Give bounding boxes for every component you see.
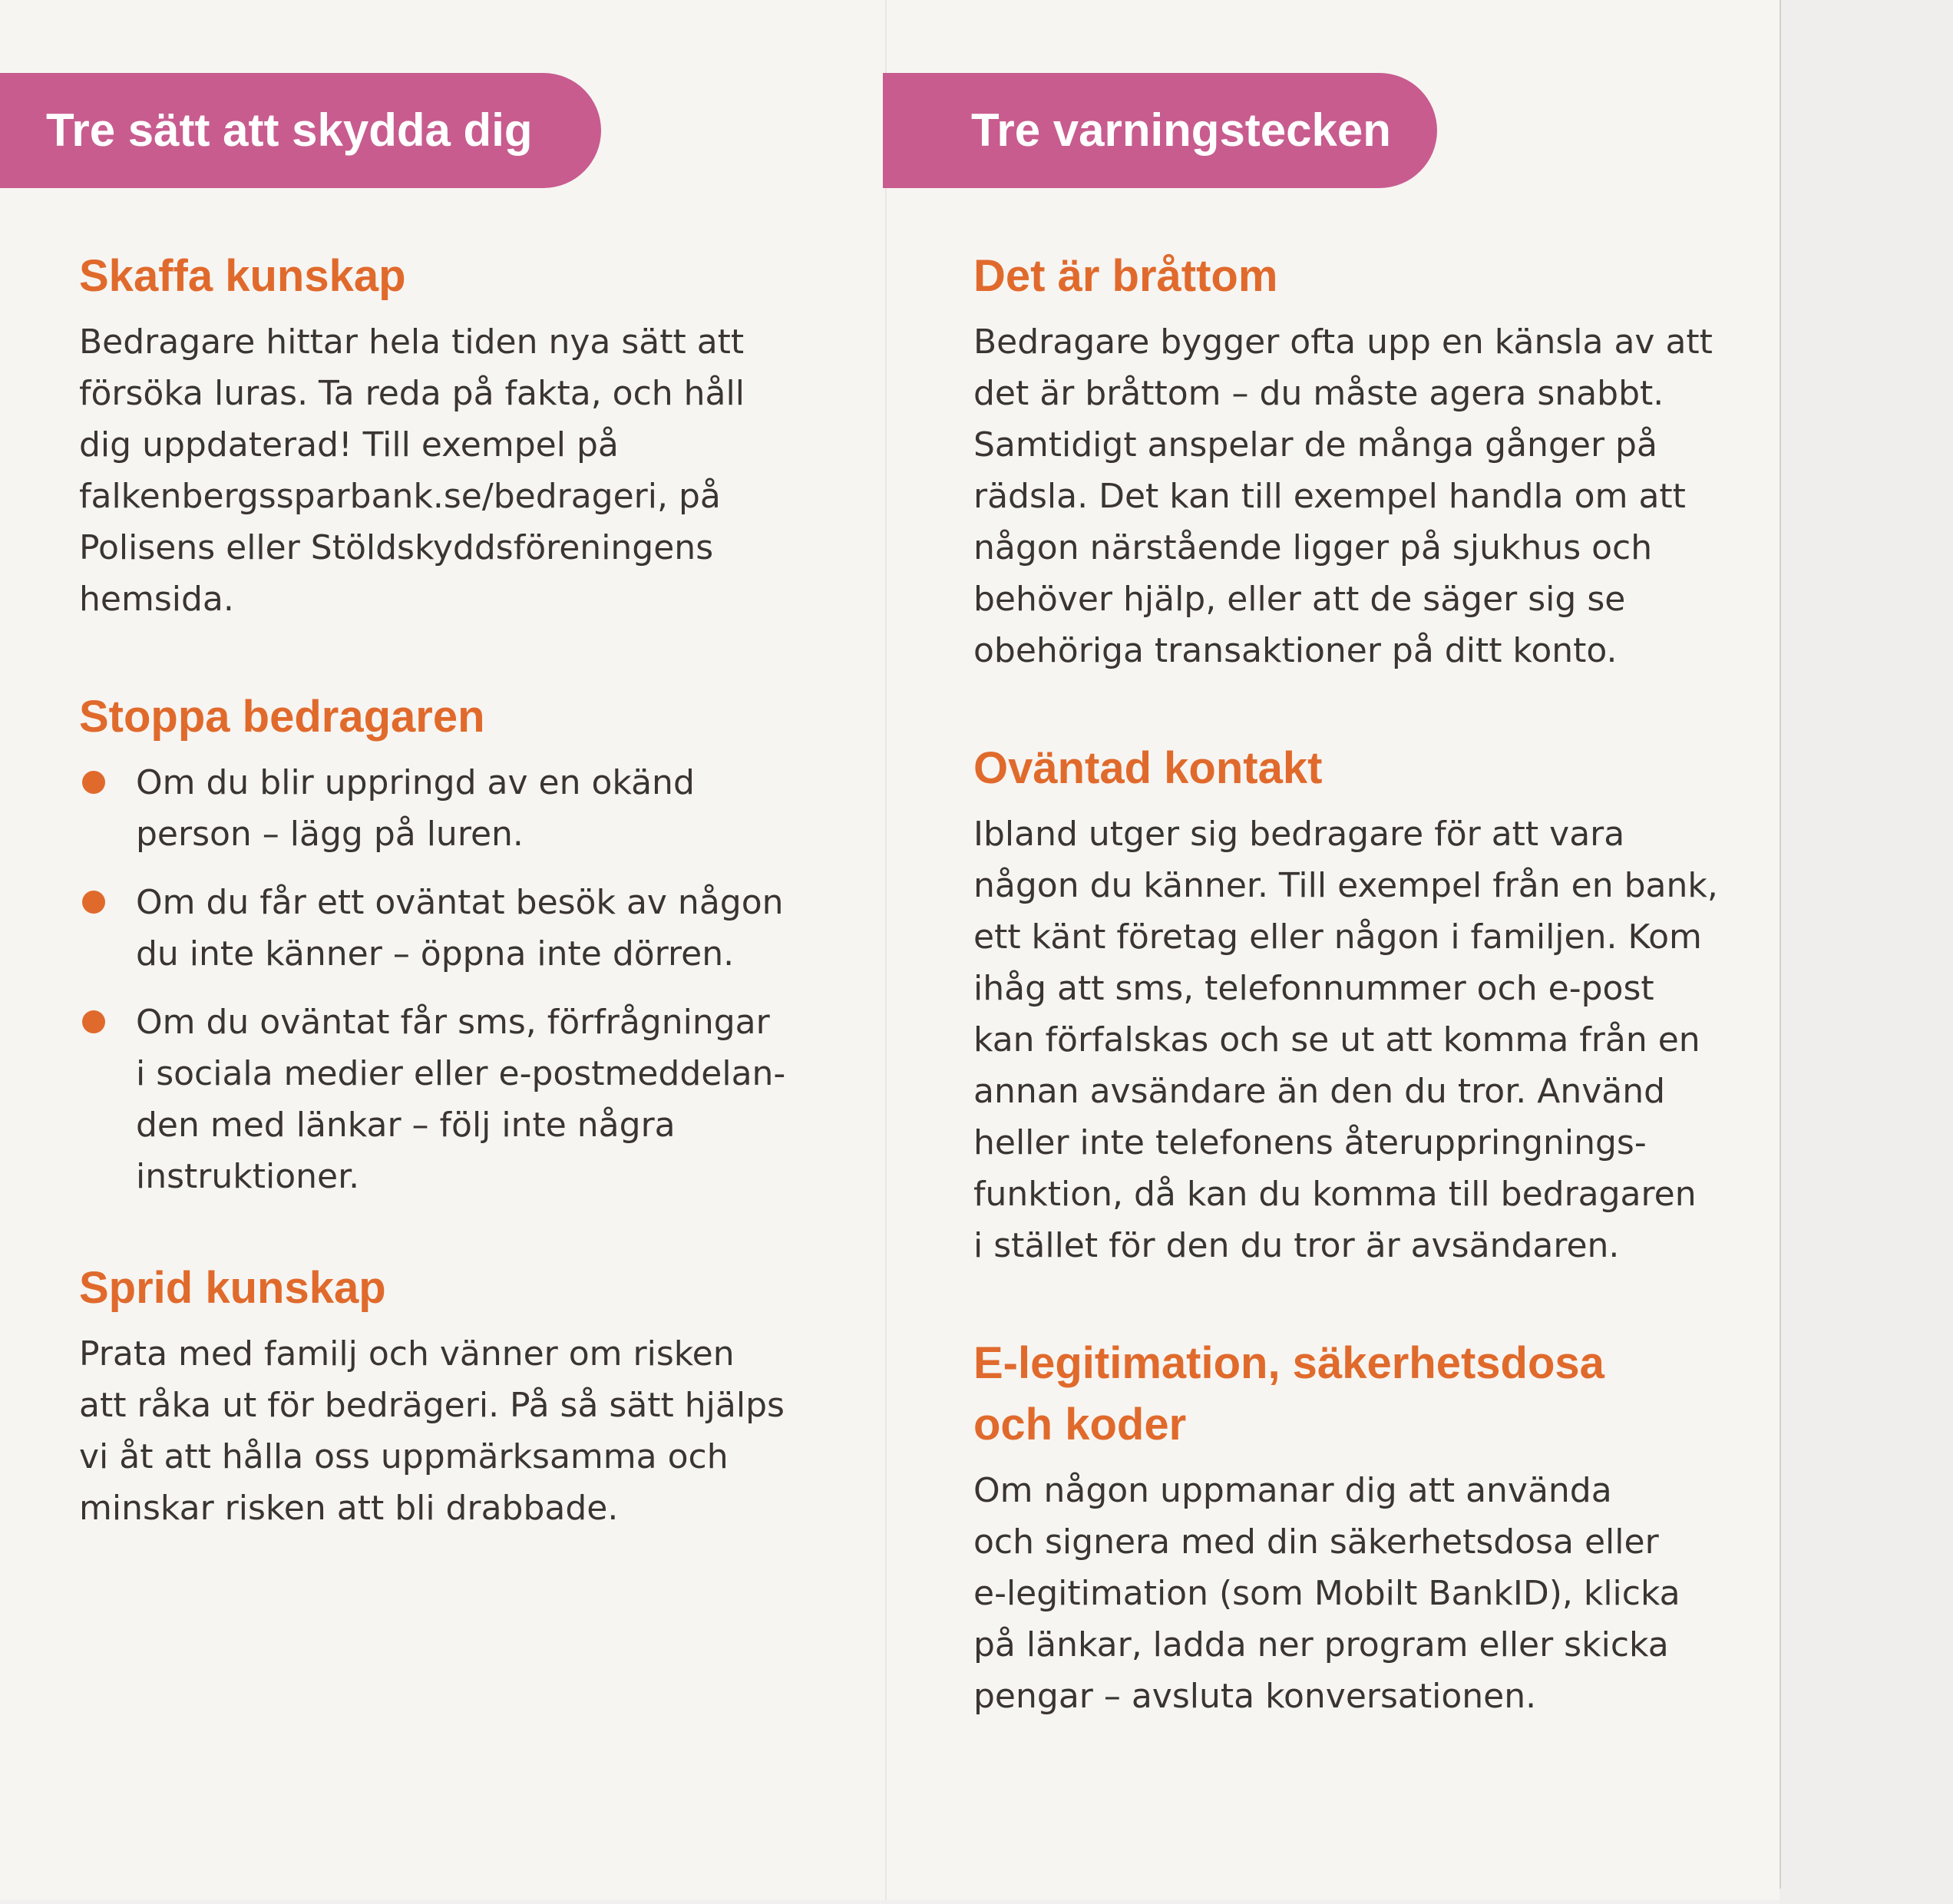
text-line: i stället för den du tror är avsändaren. bbox=[973, 1226, 1620, 1265]
text-line: försöka luras. Ta reda på fakta, och håll bbox=[79, 374, 745, 413]
text-line: ett känt företag eller någon i familjen. Kom bbox=[973, 917, 1702, 957]
text-line: Bedragare bygger ofta upp en känsla av att bbox=[973, 322, 1713, 362]
list-item bbox=[79, 997, 793, 1202]
text-line: obehöriga transaktioner på ditt konto. bbox=[973, 631, 1618, 670]
bullet-dot-icon bbox=[82, 1010, 105, 1033]
banner-protect: Tre sätt att skydda dig bbox=[0, 73, 601, 188]
paragraph-sprid-kunskap bbox=[79, 1328, 793, 1534]
heading-skaffa-kunskap: Skaffa kunskap bbox=[79, 251, 406, 301]
text-line: Om du får ett oväntat besök av någon bbox=[136, 883, 784, 922]
text-line: kan förfalskas och se ut att komma från en bbox=[973, 1020, 1700, 1059]
text-line: rädsla. Det kan till exempel handla om att bbox=[973, 477, 1686, 516]
list-item bbox=[79, 877, 793, 980]
text-line: pengar – avsluta konversationen. bbox=[973, 1677, 1537, 1716]
text-line: Om du blir uppringd av en okänd bbox=[136, 763, 695, 802]
scan-margin bbox=[1780, 0, 1953, 1904]
text-line: Om någon uppmanar dig att använda bbox=[973, 1471, 1612, 1510]
bullet-dot-icon bbox=[82, 771, 105, 794]
heading-e-legitimation bbox=[973, 1333, 1710, 1456]
heading-sprid-kunskap: Sprid kunskap bbox=[79, 1263, 386, 1313]
text-line: vi åt att hålla oss uppmärksamma och bbox=[79, 1437, 729, 1476]
text-line: Samtidigt anspelar de många gånger på bbox=[973, 425, 1657, 464]
text-line: Prata med familj och vänner om risken bbox=[79, 1334, 735, 1373]
heading-line: E-legitimation, säkerhetsdosa bbox=[973, 1338, 1604, 1388]
heading-ovantad-kontakt: Oväntad kontakt bbox=[973, 743, 1323, 793]
left-column bbox=[79, 246, 793, 1534]
heading-stoppa-bedragaren: Stoppa bedragaren bbox=[79, 692, 485, 742]
text-line: på länkar, ladda ner program eller skicka bbox=[973, 1625, 1669, 1664]
text-line: och signera med din säkerhetsdosa eller bbox=[973, 1522, 1659, 1562]
page-edge bbox=[1780, 0, 1781, 1889]
text-line: Ibland utger sig bedragare för att vara bbox=[973, 815, 1625, 854]
text-line: du inte känner – öppna inte dörren. bbox=[136, 934, 735, 973]
text-line: heller inte telefonens återuppringnings- bbox=[973, 1123, 1647, 1162]
right-column bbox=[973, 246, 1718, 1722]
text-line: person – lägg på luren. bbox=[136, 815, 524, 854]
text-line: Polisens eller Stöldskyddsföreningens bbox=[79, 528, 714, 567]
paragraph-skaffa-kunskap bbox=[79, 316, 793, 625]
text-line: den med länkar – följ inte några bbox=[136, 1106, 676, 1145]
text-line: någon närstående ligger på sjukhus och bbox=[973, 528, 1653, 567]
banner-warning-signs: Tre varningstecken bbox=[883, 73, 1437, 188]
text-line: Bedragare hittar hela tiden nya sätt att bbox=[79, 322, 745, 362]
text-line: det är bråttom – du måste agera snabbt. bbox=[973, 374, 1664, 413]
text-line: instruktioner. bbox=[136, 1157, 360, 1196]
text-line: minskar risken att bli drabbade. bbox=[79, 1489, 619, 1528]
heading-line: och koder bbox=[973, 1400, 1187, 1449]
text-line: någon du känner. Till exempel från en bank, bbox=[973, 866, 1718, 905]
bullet-list bbox=[79, 757, 793, 1202]
text-line: e-legitimation (som Mobilt BankID), klicka bbox=[973, 1574, 1680, 1613]
text-line: funktion, då kan du komma till bedragaren bbox=[973, 1175, 1697, 1214]
text-line: behöver hjälp, eller att de säger sig se bbox=[973, 580, 1626, 619]
paragraph-e-legitimation bbox=[973, 1465, 1710, 1722]
text-line: falkenbergssparbank.se/bedrageri, på bbox=[79, 477, 721, 516]
bullet-dot-icon bbox=[82, 891, 105, 914]
list-item bbox=[79, 757, 793, 860]
text-line: annan avsändare än den du tror. Använd bbox=[973, 1072, 1666, 1111]
paragraph-det-ar-brattom bbox=[973, 316, 1713, 676]
text-line: hemsida. bbox=[79, 580, 234, 619]
text-line: ihåg att sms, telefonnummer och e-post bbox=[973, 969, 1654, 1008]
text-line: dig uppdaterad! Till exempel på bbox=[79, 425, 619, 464]
heading-det-ar-brattom: Det är bråttom bbox=[973, 251, 1278, 301]
text-line: att råka ut för bedrägeri. På så sätt hjälps bbox=[79, 1386, 785, 1425]
paragraph-ovantad-kontakt bbox=[973, 808, 1718, 1271]
text-line: Om du oväntat får sms, förfrågningar bbox=[136, 1003, 770, 1042]
fold-line bbox=[885, 0, 887, 1900]
text-line: i sociala medier eller e-postmeddelan- bbox=[136, 1054, 786, 1093]
